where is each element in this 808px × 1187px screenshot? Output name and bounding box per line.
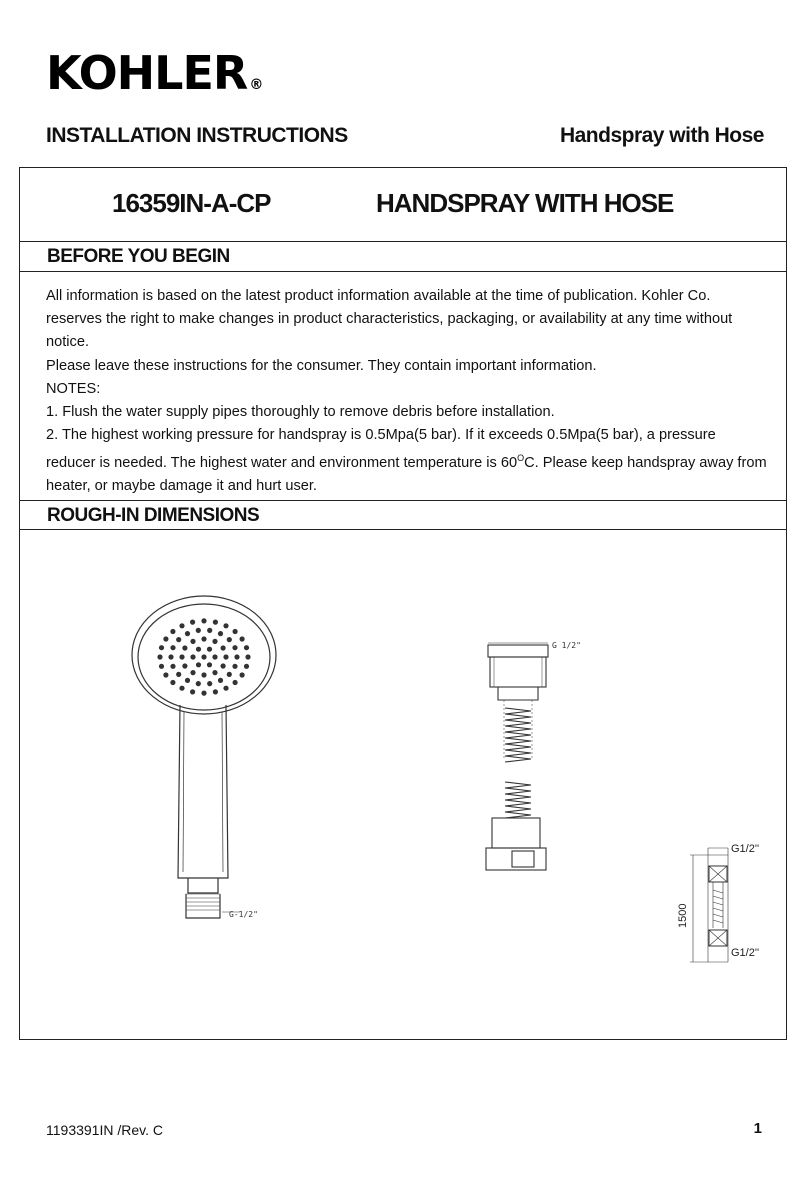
note-1: 1. Flush the water supply pipes thoroughly to remove debris before installation.: [46, 404, 555, 421]
spray-hole: [223, 623, 228, 628]
spray-hole: [190, 639, 195, 644]
spray-hole: [176, 672, 181, 677]
spray-hole: [201, 654, 206, 659]
product-name: HANDSPRAY WITH HOSE: [376, 188, 674, 218]
spray-hole: [227, 637, 232, 642]
spray-hole: [201, 691, 206, 696]
document-type: INSTALLATION INSTRUCTIONS: [46, 124, 348, 147]
spray-hole: [196, 628, 201, 633]
spray-hole: [207, 662, 212, 667]
spray-hole: [170, 645, 175, 650]
spray-hole: [207, 681, 212, 686]
spray-hole: [176, 637, 181, 642]
spray-hole: [223, 654, 228, 659]
spray-hole: [190, 620, 195, 625]
spray-hole: [232, 664, 237, 669]
spray-hole: [170, 664, 175, 669]
spray-hole: [221, 645, 226, 650]
handspray-thread-label: G-1/2": [229, 910, 258, 919]
spray-hole: [244, 664, 249, 669]
page-number: 1: [753, 1120, 762, 1137]
spray-hole: [227, 672, 232, 677]
document-number: 1193391IN /Rev. C: [46, 1122, 163, 1138]
degree-superscript: O: [517, 453, 525, 464]
spray-hole: [213, 689, 218, 694]
spray-hole: [179, 654, 184, 659]
spray-hole: [234, 654, 239, 659]
spray-hole: [221, 663, 226, 668]
note-2-text-end: C. Please keep handspray away from heater, or maybe damage it and hurt user.: [46, 455, 767, 495]
spray-hole: [163, 636, 168, 641]
spray-hole: [207, 628, 212, 633]
spray-hole: [159, 645, 164, 650]
spray-hole: [223, 686, 228, 691]
spray-hole: [218, 631, 223, 636]
spray-hole: [196, 681, 201, 686]
consumer-paragraph: Please leave these instructions for the consumer. They contain important information.: [46, 357, 597, 374]
spray-hole: [233, 680, 238, 685]
spray-hole: [212, 670, 217, 675]
spray-hole: [233, 629, 238, 634]
registered-mark: ®: [249, 77, 264, 93]
spray-hole: [232, 645, 237, 650]
rough-in-heading: ROUGH-IN DIMENSIONS: [47, 505, 260, 526]
spray-hole: [170, 629, 175, 634]
spray-hole: [201, 636, 206, 641]
spray-hole: [207, 647, 212, 652]
spray-hole: [201, 618, 206, 623]
hose-length-schematic: [690, 848, 728, 962]
note-2-text: 2. The highest working pressure for handspray is 0.5Mpa(5 bar). If it exceeds 0.5Mpa(5 bar), a pressure reducer is needed. The highest water and environment temperature is 60: [46, 427, 716, 472]
spray-hole: [213, 620, 218, 625]
spray-hole: [218, 678, 223, 683]
spray-hole: [190, 670, 195, 675]
notes-label: NOTES:: [46, 380, 101, 397]
before-you-begin-heading: BEFORE YOU BEGIN: [47, 246, 230, 267]
spray-hole: [168, 654, 173, 659]
spray-hole: [159, 664, 164, 669]
spray-hole: [190, 689, 195, 694]
spray-hole: [179, 686, 184, 691]
spray-hole: [240, 672, 245, 677]
handspray-drawing: [132, 596, 276, 918]
spray-hole: [170, 680, 175, 685]
spray-hole: [201, 672, 206, 677]
hose-length-label: 1500: [677, 903, 689, 928]
spray-hole: [179, 623, 184, 628]
spray-hole: [240, 636, 245, 641]
product-subtitle: Handspray with Hose: [559, 124, 764, 147]
spray-hole: [190, 654, 195, 659]
hose-nut-thread-label: G 1/2": [552, 641, 581, 650]
spray-hole: [244, 645, 249, 650]
spray-hole: [212, 639, 217, 644]
spray-hole: [182, 645, 187, 650]
hose-bottom-thread-label: G1/2'': [731, 947, 760, 959]
spray-hole: [196, 662, 201, 667]
spray-hole: [157, 654, 162, 659]
spray-hole: [182, 663, 187, 668]
disclaimer-paragraph: All information is based on the latest product information available at the time of publication. Kohler Co. reserves the right to make changes in product characteristics, packaging, or availability at any time without notice.: [46, 288, 733, 351]
spray-hole: [185, 631, 190, 636]
logo-text: KOHLER: [46, 46, 248, 100]
hose-drawing: [486, 643, 548, 870]
spray-hole: [185, 678, 190, 683]
spray-hole: [245, 654, 250, 659]
spray-hole: [196, 647, 201, 652]
hose-top-thread-label: G1/2'': [731, 843, 760, 855]
model-number: 16359IN-A-CP: [112, 188, 271, 218]
spray-hole: [163, 672, 168, 677]
spray-hole: [212, 654, 217, 659]
